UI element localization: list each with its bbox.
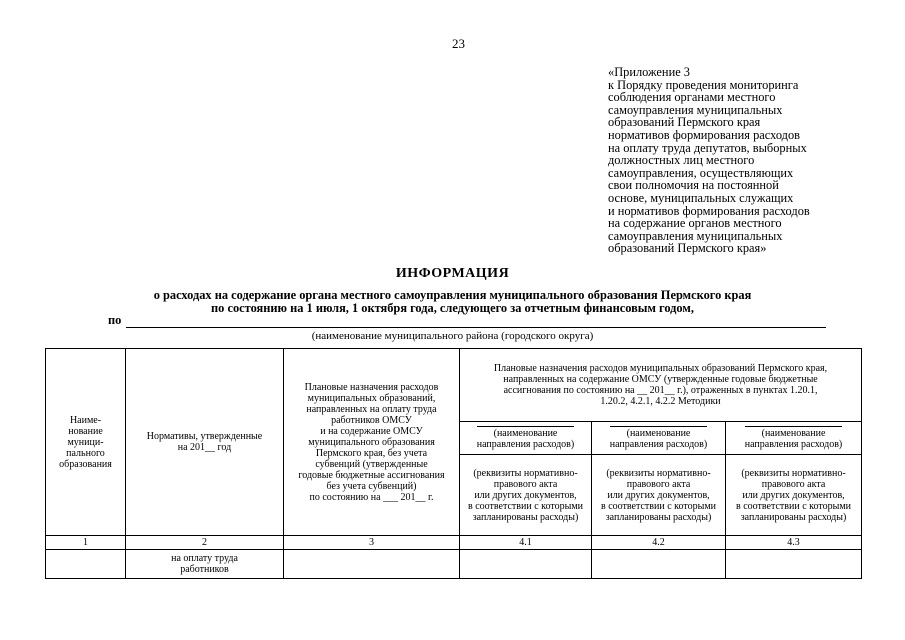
direction-label: (наименование направления расходов) [476,428,575,450]
col-number: 2 [126,536,284,550]
table-cell [726,550,862,579]
requisites-cell-4-3: (реквизиты нормативно- правового акта или других документов, в соответствии с которыми запланированы расходы) [726,455,862,536]
requisites-cell-4-2: (реквизиты нормативно- правового акта или других документов, в соответствии с которыми запланированы расходы) [592,455,726,536]
col-number: 3 [284,536,460,550]
requisites-cell-4-1: (реквизиты нормативно- правового акта или других документов, в соответствии с которыми запланированы расходы) [460,455,592,536]
page-number: 23 [452,36,465,51]
direction-cell-4-3 [726,422,862,455]
document-title: ИНФОРМАЦИЯ [395,266,510,281]
direction-cell-4-2 [592,422,726,455]
direction-label: (наименование направления расходов) [744,428,843,450]
document-subtitle-line2: по состоянию на 1 июля, 1 октября года, следующего за отчетным финансовым годом, [211,301,694,315]
table-cell [284,550,460,579]
col-number: 4.2 [592,536,726,550]
col-number: 1 [46,536,126,550]
col-number: 4.3 [726,536,862,550]
col-norms-header: Нормативы, утвержденные на 201__ год [126,349,284,536]
table-cell [460,550,592,579]
direction-label: (наименование направления расходов) [609,428,708,450]
table-cell [592,550,726,579]
po-caption: (наименование муниципального района (городского округа) [311,330,594,342]
report-table [45,348,862,579]
col-number: 4.1 [460,536,592,550]
document-subtitle-line1: о расходах на содержание органа местного самоуправления муниципального образования Пермского края [153,288,752,302]
direction-cell-4-1 [460,422,592,455]
table-cell-labor-pay: на оплату труда работников [126,550,284,579]
appendix-note: «Приложение 3 к Порядку проведения мониторинга соблюдения органами местного самоуправления муниципальных образований Пермского края нормативов формирования расходов на оплату труда депутатов, выборных должностных лиц местного самоуправления, осуществляющих свои полномочия на постоянной основе, муниципальных служащих и нормативов формирования расходов на содержание органов местного самоуправления муниципальных образований Пермского края» [608,65,810,256]
group-header: Плановые назначения расходов муниципальных образований Пермского края, направленных на содержание ОМСУ (утвержденные годовые бюджетные ассигнования по состоянию на __ 201__ г.), отраженных в пунктах 1.20.1, 1.20.2, 4.2.1, 4.2.2 Методики [460,349,862,422]
po-fill-line [126,327,826,328]
col-municipality-header: Наиме- нование муници- пального образования [46,349,126,536]
po-label: по [108,313,122,327]
col-planned-header: Плановые назначения расходов муниципальных образований, направленных на оплату труда работников ОМСУ и на содержание ОМСУ муниципального образования Пермского края, без учета субвенций (утвержденные годовые бюджетные ассигнования без учета субвенций) по состоянию на ___ 201__ г. [284,349,460,536]
table-cell [46,550,126,579]
